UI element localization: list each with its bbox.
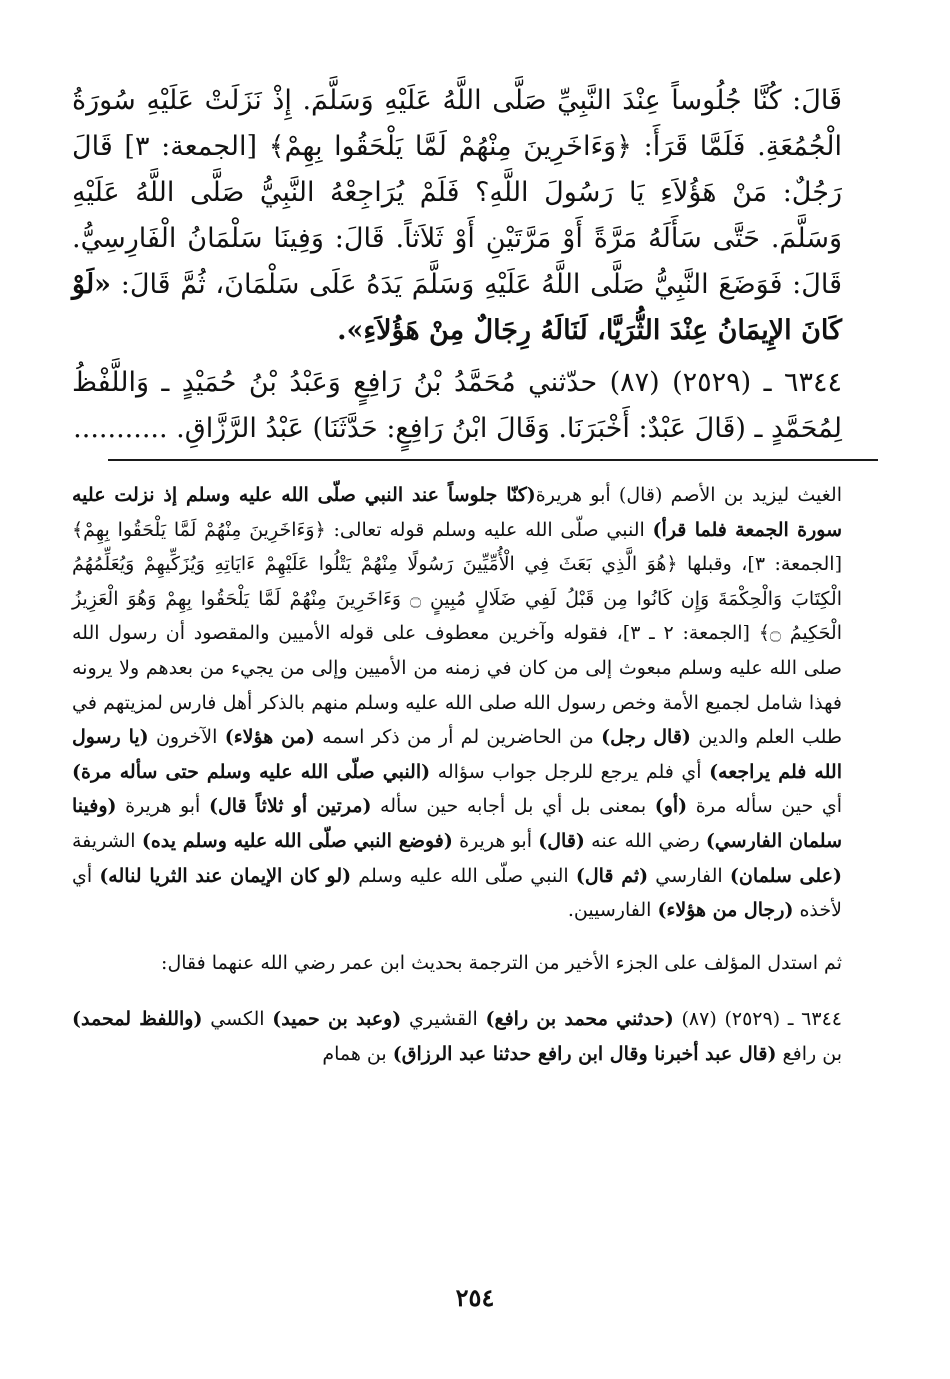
hadith-6343-saying: «لَوْ كَانَ الإِيمَانُ عِنْدَ الثُّرَيَّا، لَنَالَهُ رِجَالٌ مِنْ هَؤُلاَءِ». [72, 269, 842, 346]
sharh-p3-run: بن همام [322, 1042, 393, 1065]
hadith-6343-text: قَالَ: كُنَّا جُلُوساً عِنْدَ النَّبِيِّ صَلَّى اللَّهُ عَلَيْهِ وَسَلَّمَ. إِذْ نَزَلَتْ عَلَيْهِ سُورَةُ الْجُمُعَةِ. فَلَمَّا قَرَأَ: ﴿وَءَاخَرِينَ مِنْهُمْ لَمَّا يَلْحَقُوا بِهِمْ﴾ [الجمعة: ٣] قَالَ رَجُلٌ: مَنْ هَؤُلاَءِ يَا رَسُولَ اللَّهِ؟ فَلَمْ يُرَاجِعْهُ النَّبِيُّ صَلَّى اللَّهُ عَلَيْهِ وَسَلَّمَ. حَتَّى سَأَلَهُ مَرَّةً أَوْ مَرَّتَيْنِ أَوْ ثَلاَثاً. قَالَ: وَفِينَا سَلْمَانُ الْفَارِسِيُّ. قَالَ: فَوَضَعَ النَّبِيُّ صَلَّى اللَّهُ عَلَيْهِ وَسَلَّمَ يَدَهُ عَلَى سَلْمَانَ، ثُمَّ قَالَ: [72, 85, 842, 300]
sharh-paragraph-2: ثم استدل المؤلف على الجزء الأخير من الترجمة بحديث ابن عمر رضي الله عنهما فقال: [161, 951, 842, 974]
sharh-p1-run: (النبي صلّى الله عليه وسلم حتى سأله مرة) [72, 760, 431, 783]
hadith-6343-paragraph [72, 78, 842, 354]
sharh-p1-run: (قال رجل) [601, 726, 691, 749]
sharh-p1-run: النبي صلّى الله عليه وسلم [351, 864, 576, 887]
sharh-p1-run: أبو هريرة [116, 795, 209, 818]
sharh-p1-run: النبي صلّى الله عليه وسلم قوله تعالى: ﴿وَءَاخَرِينَ مِنْهُمْ لَمَّا يَلْحَقُوا بِهِمْ﴾ [الجمعة: ٣]، وقبلها ﴿هُوَ الَّذِي بَعَثَ فِي الْأُمِّيِّينَ رَسُولًا مِنْهُمْ يَتْلُوا عَلَيْهِمْ ءَايَاتِهِ وَيُزَكِّيهِمْ وَيُعَلِّمُهُمُ الْكِتَابَ وَالْحِكْمَةَ وَإِن كَانُوا مِن قَبْلُ لَفِي ضَلَالٍ مُبِينٍ ۝ وَءَاخَرِينَ مِنْهُمْ لَمَّا يَلْحَقُوا بِهِمْ وَهُوَ الْعَزِيزُ الْحَكِيمُ ۝﴾ [الجمعة: ٢ ـ ٣]، فقوله وآخرين معطوف على قوله الأميين والمقصود أن رسول الله صلى الله عليه وسلم مبعوث إلى من كان في زمنه من الأميين وإلى من يجيء من بعدهم ولا يرونه فهذا شامل لجميع الأمة وخص رسول الله صلى الله عليه وسلم منهم بالذكر أهل فارس لمزيتهم في طلب العلم والدين [72, 518, 842, 749]
sharh-p1-run: (يا رسول الله فلم يراجعه) [72, 726, 842, 783]
matn-text [72, 78, 842, 452]
sharh-p1-run: الشريفة [72, 829, 142, 852]
sharh-p3-run: بن رافع [776, 1042, 842, 1065]
footnote-separator [108, 459, 878, 461]
sharh-p1-run: رضي الله عنه [584, 829, 706, 852]
sharh-p1-run: (أو) [654, 795, 688, 818]
sharh-p1-run: من الحاضرين لم أر من ذكر اسمه [314, 726, 602, 749]
matn-block [72, 78, 842, 452]
sharh-p1-run: (رجال من هؤلاء) [657, 899, 794, 922]
sharh-p3-run: (حدثني محمد بن رافع) [485, 1008, 674, 1031]
sharh-p3-run: القشيري [401, 1008, 486, 1031]
hadith-6344-isnad: ٦٣٤٤ ـ (٢٥٢٩) (٨٧) حدّثني مُحَمَّدُ بْنُ رَافِعٍ وَعَبْدُ بْنُ حُمَيْدٍ ـ وَاللَّفْظُ لِمُحَمَّدٍ ـ (قَالَ عَبْدٌ: أَخْبَرَنَا. وَقَالَ ابْنُ رَافِعٍ: حَدَّثَنَا) عَبْدُ الرَّزَّاقِ. ........... [72, 367, 843, 444]
sharh-p1-run: (ثم قال) [575, 864, 649, 887]
sharh-p1-run: الفارسيين. [567, 899, 658, 922]
sharh-p1-run: (قال) [538, 829, 585, 852]
sharh-p1-run: (كنّا جلوساً عند النبي صلّى الله عليه وسلم إذ نزلت عليه سورة الجمعة فلما قرأ) [72, 484, 843, 541]
sharh-p1-run: (لو كان الإيمان عند الثريا لناله) [99, 864, 352, 887]
sharh-p1-run: الفارسي [648, 864, 730, 887]
sharh-block [72, 478, 842, 1072]
sharh-p1-run: أي حين سأله مرة [687, 795, 842, 818]
sharh-p3-run: (واللفظ لمحمد) [72, 1008, 203, 1031]
sharh-p1-run: أي فلم يرجع للرجل جواب سؤاله [430, 760, 710, 783]
sharh-p1-run: أي لأخذه [72, 864, 842, 922]
sharh-p1-run: (فوضع النبي صلّى الله عليه وسلم يده) [141, 829, 453, 852]
sharh-p1-run: (مرتين أو ثلاثاً قال) [208, 795, 372, 818]
sharh-p3-run: (قال عبد أخبرنا وقال ابن رافع حدثنا عبد الرزاق) [392, 1042, 777, 1065]
sharh-p1-run: أبو هريرة [452, 829, 539, 852]
sharh-p1-run: الآخرون [148, 726, 225, 749]
sharh-p1-run: بمعنى بل أي بل أجابه حين سأله [371, 795, 655, 818]
sharh-p1-run: (على سلمان) [729, 864, 842, 887]
sharh-p1-run: (وفينا سلمان الفارسي) [72, 795, 842, 852]
sharh-paragraph-1 [72, 478, 842, 928]
page-number: ٢٥٤ [455, 1283, 495, 1312]
sharh-p3-run: الكسي [202, 1008, 273, 1031]
sharh-p1-run: (من هؤلاء) [224, 726, 315, 749]
sharh-paragraph-3 [72, 1002, 842, 1071]
sharh-p3-run: ٦٣٤٤ ـ (٢٥٢٩) (٨٧) [673, 1008, 842, 1031]
sharh-p3-run: (وعبد بن حميد) [272, 1008, 402, 1031]
sharh-p1-run: الغيث ليزيد بن الأصم (قال) أبو هريرة [535, 484, 842, 506]
